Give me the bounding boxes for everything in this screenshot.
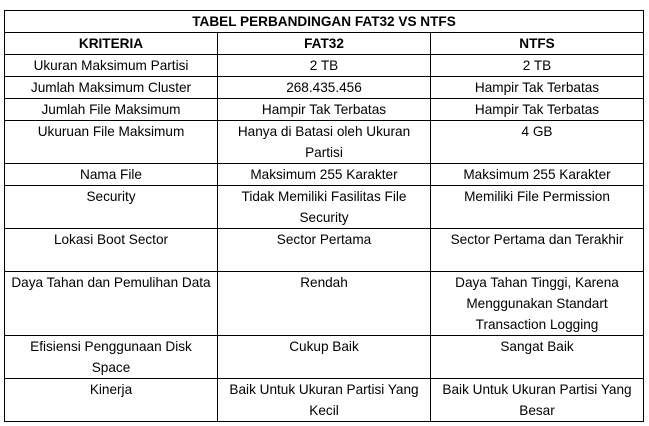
table-row	[5, 336, 644, 379]
table-row	[5, 77, 644, 99]
ntfs-cell: Sector Pertama dan Terakhir	[431, 229, 644, 272]
header-criteria: KRITERIA	[5, 33, 218, 55]
table-row	[5, 229, 644, 272]
fat32-cell: 268.435.456	[218, 77, 431, 99]
comparison-sheet	[4, 10, 643, 422]
criterion-cell: Ukuruan File Maksimum	[5, 121, 218, 164]
ntfs-cell: Daya Tahan Tinggi, Karena Menggunakan Standart Transaction Logging	[431, 272, 644, 336]
table-row	[5, 121, 644, 164]
header-fat32: FAT32	[218, 33, 431, 55]
criterion-cell: Security	[5, 186, 218, 229]
fat32-cell: Hampir Tak Terbatas	[218, 99, 431, 121]
criterion-cell: Lokasi Boot Sector	[5, 229, 218, 272]
criterion-cell: Efisiensi Penggunaan Disk Space	[5, 336, 218, 379]
table-row	[5, 55, 644, 77]
ntfs-cell: Maksimum 255 Karakter	[431, 164, 644, 186]
fat32-cell: Rendah	[218, 272, 431, 336]
fat32-cell: Baik Untuk Ukuran Partisi Yang Kecil	[218, 379, 431, 422]
title-row	[5, 11, 644, 33]
table-row	[5, 272, 644, 336]
ntfs-cell: 2 TB	[431, 55, 644, 77]
fat32-cell: Hanya di Batasi oleh Ukuran Partisi	[218, 121, 431, 164]
criterion-cell: Nama File	[5, 164, 218, 186]
fat32-cell: Tidak Memiliki Fasilitas File Security	[218, 186, 431, 229]
fat32-cell: Sector Pertama	[218, 229, 431, 272]
criterion-cell: Ukuran Maksimum Partisi	[5, 55, 218, 77]
criterion-cell: Daya Tahan dan Pemulihan Data	[5, 272, 218, 336]
criterion-cell: Jumlah File Maksimum	[5, 99, 218, 121]
table-row	[5, 186, 644, 229]
table-title: TABEL PERBANDINGAN FAT32 VS NTFS	[5, 11, 644, 33]
fat32-cell: Maksimum 255 Karakter	[218, 164, 431, 186]
comparison-table	[4, 10, 644, 422]
ntfs-cell: Baik Untuk Ukuran Partisi Yang Besar	[431, 379, 644, 422]
fat32-cell: 2 TB	[218, 55, 431, 77]
table-row	[5, 164, 644, 186]
ntfs-cell: Memiliki File Permission	[431, 186, 644, 229]
ntfs-cell: Hampir Tak Terbatas	[431, 77, 644, 99]
ntfs-cell: 4 GB	[431, 121, 644, 164]
header-ntfs: NTFS	[431, 33, 644, 55]
criterion-cell: Kinerja	[5, 379, 218, 422]
table-row	[5, 99, 644, 121]
ntfs-cell: Hampir Tak Terbatas	[431, 99, 644, 121]
fat32-cell: Cukup Baik	[218, 336, 431, 379]
table-row	[5, 379, 644, 422]
criterion-cell: Jumlah Maksimum Cluster	[5, 77, 218, 99]
header-row	[5, 33, 644, 55]
ntfs-cell: Sangat Baik	[431, 336, 644, 379]
